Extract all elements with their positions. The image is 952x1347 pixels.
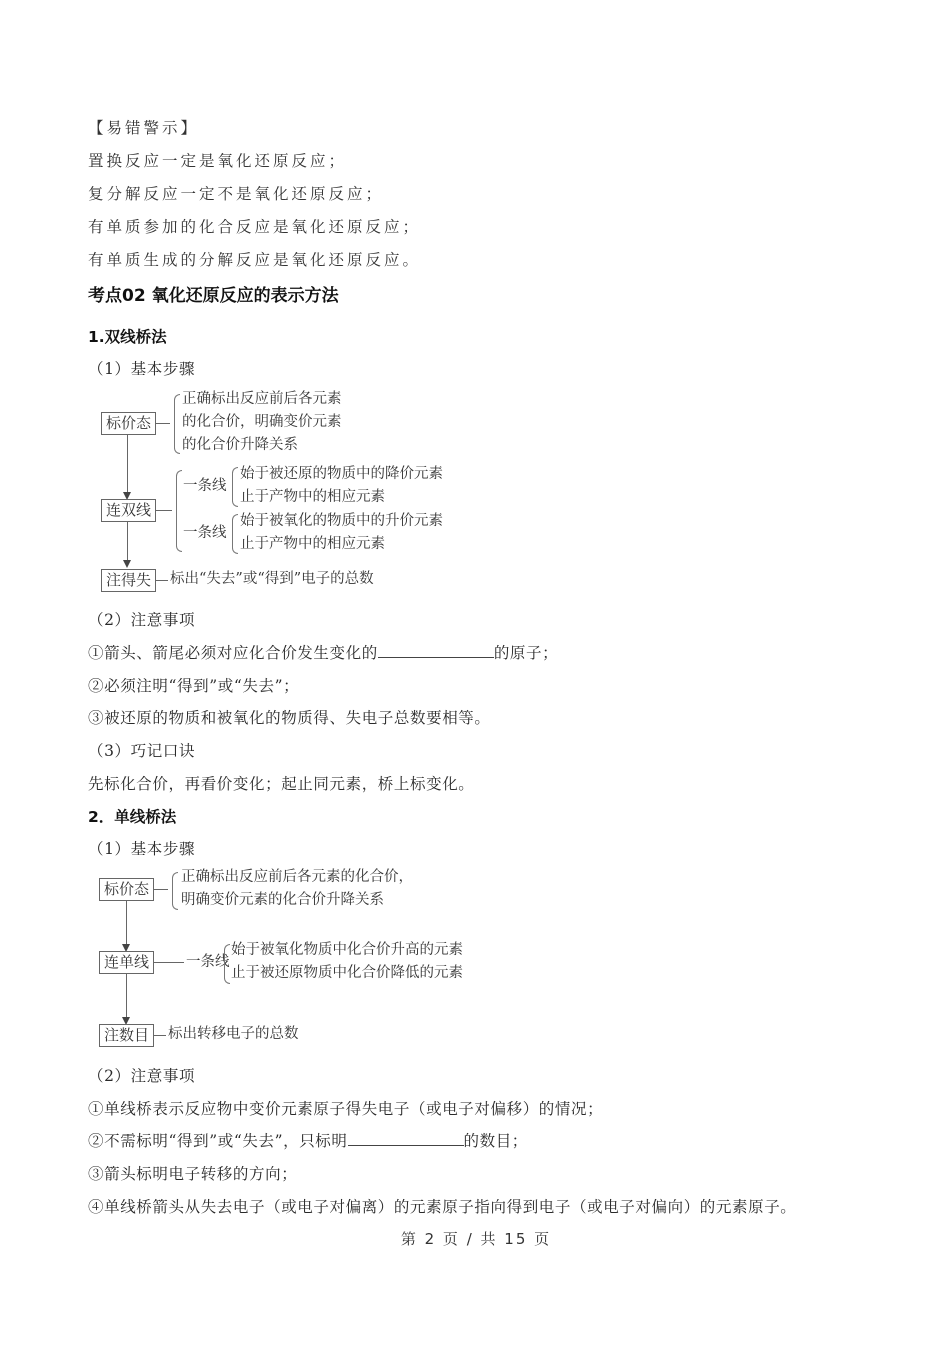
step-box-mark-valence: 标价态	[99, 878, 154, 901]
note-text: ①箭头、箭尾必须对应化合价发生变化的	[88, 644, 378, 662]
step-box-mark-count: 注数目	[99, 1024, 154, 1047]
step1-desc-line: 正确标出反应前后各元素的化合价，	[181, 869, 413, 885]
branch-label: 一条线	[183, 525, 227, 541]
warning-line: 置换反应一定是氧化还原反应；	[88, 152, 348, 170]
note-item: ④单线桥箭头从失去电子（或电子对偏离）的元素原子指向得到电子（或电子对偏向）的元素原子。	[88, 1198, 797, 1216]
step3-desc: 标出“失去”或“得到”电子的总数	[170, 571, 374, 587]
flow-line	[127, 522, 128, 564]
connector-line	[154, 1035, 166, 1036]
note-text: ②不需标明“得到”或“失去”，只标明	[88, 1132, 348, 1150]
connector-line	[156, 510, 172, 511]
note-item	[88, 1129, 528, 1151]
double-bridge-steps-label: （1）基本步骤	[88, 360, 196, 378]
step-box-mark-gain-loss: 注得失	[101, 569, 156, 592]
fill-blank[interactable]	[378, 643, 494, 658]
section-title: 考点02 氧化还原反应的表示方法	[88, 286, 339, 306]
fill-blank[interactable]	[348, 1131, 464, 1146]
step-box-double-line: 连双线	[101, 499, 156, 522]
page-number: 第 2 页 / 共 15 页	[400, 1230, 552, 1248]
brace	[174, 394, 180, 454]
mnemonic-text: 先标化合价，再看价变化；起止同元素，桥上标变化。	[88, 775, 475, 793]
brace	[232, 467, 238, 507]
single-bridge-heading: 2．单线桥法	[88, 808, 177, 826]
flow-line	[127, 435, 128, 495]
connector-line	[154, 889, 168, 890]
notes-label: （2）注意事项	[88, 1067, 196, 1085]
branch-label: 一条线	[186, 954, 230, 970]
brace	[176, 470, 182, 552]
note-item: ③箭头标明电子转移的方向；	[88, 1165, 298, 1183]
branch1-line: 止于产物中的相应元素	[240, 489, 385, 505]
single-bridge-steps-label: （1）基本步骤	[88, 840, 196, 858]
note-item	[88, 641, 558, 663]
warning-line: 复分解反应一定不是氧化还原反应；	[88, 185, 385, 203]
step1-desc-line: 明确变价元素的化合价升降关系	[181, 892, 384, 908]
step1-desc-line: 的化合价升降关系	[182, 437, 298, 453]
note-item: ②必须注明“得到”或“失去”；	[88, 677, 300, 695]
branch-line: 止于被还原物质中化合价降低的元素	[231, 965, 463, 981]
flow-line	[126, 901, 127, 947]
step-box-single-line: 连单线	[99, 951, 154, 974]
warning-line: 有单质生成的分解反应是氧化还原反应。	[88, 251, 422, 269]
note-text: 的原子；	[493, 644, 559, 662]
step1-desc-line: 正确标出反应前后各元素	[182, 391, 342, 407]
branch2-line: 止于产物中的相应元素	[240, 536, 385, 552]
brace	[172, 872, 178, 910]
branch2-line: 始于被氧化的物质中的升价元素	[240, 513, 443, 529]
branch-label: 一条线	[183, 478, 227, 494]
flow-line	[126, 974, 127, 1020]
brace	[232, 514, 238, 554]
connector-line	[156, 580, 168, 581]
branch-line: 始于被氧化物质中化合价升高的元素	[231, 942, 463, 958]
step3-desc: 标出转移电子的总数	[168, 1026, 299, 1042]
double-bridge-heading: 1.双线桥法	[88, 328, 167, 346]
warning-title: 【易错警示】	[88, 119, 200, 137]
warning-line: 有单质参加的化合反应是氧化还原反应；	[88, 218, 422, 236]
mnemonic-label: （3）巧记口诀	[88, 742, 196, 760]
note-item: ①单线桥表示反应物中变价元素原子得失电子（或电子对偏移）的情况；	[88, 1100, 604, 1118]
connector-line	[154, 962, 184, 963]
branch1-line: 始于被还原的物质中的降价元素	[240, 466, 443, 482]
notes-label: （2）注意事项	[88, 611, 196, 629]
note-item: ③被还原的物质和被氧化的物质得、失电子总数要相等。	[88, 709, 491, 727]
connector-line	[156, 423, 170, 424]
step1-desc-line: 的化合价，明确变价元素	[182, 414, 342, 430]
step-box-mark-valence: 标价态	[101, 412, 156, 435]
brace	[224, 944, 230, 984]
arrow-down-icon	[123, 560, 131, 568]
note-text: 的数目；	[463, 1132, 528, 1150]
